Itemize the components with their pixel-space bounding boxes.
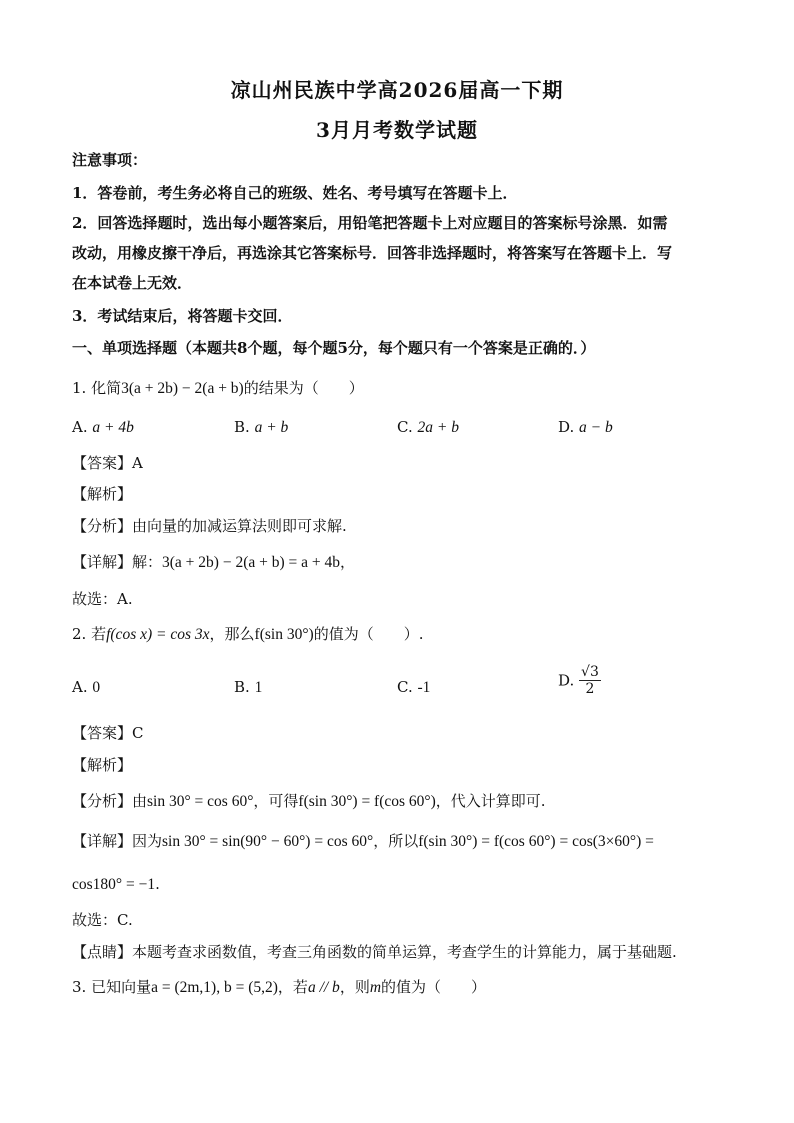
q1-choose: 故选：A. <box>72 590 133 608</box>
q2-xiangjie-continued: cos180° = −1. <box>72 875 160 893</box>
q2-answer: 【答案】C <box>72 724 144 742</box>
q1-xiangjie-expression: 3(a + 2b) − 2(a + b) = a + 4b <box>162 554 341 571</box>
q2-option-d: D. $\frac{√3}{2}$ <box>558 664 599 697</box>
notes-heading: 注意事项： <box>72 151 148 169</box>
q2-stem: 2. 若f(cos x) = cos 3x，那么f(sin 30°)的值为（ ）. <box>72 625 424 643</box>
q2-analysis-label: 【解析】 <box>72 756 133 774</box>
q2-expression-1: f(cos x) = cos 3x <box>106 626 210 643</box>
q3-stem: 3. 已知向量a = (2m,1), b = (5,2)，若a // b，则m的值为（ ） <box>72 978 487 996</box>
q1-analysis-label: 【解析】 <box>72 485 133 503</box>
q2-option-d-fraction: $\frac{√3}{2}$ <box>581 664 599 697</box>
q1-expression: 3(a + 2b) − 2(a + b) <box>121 380 244 397</box>
notes-item-3: 3．考试结束后，将答题卡交回． <box>72 307 293 325</box>
q2-option-c: C. -1 <box>397 678 431 696</box>
q1-fenxi: 【分析】由向量的加减运算法则即可求解. <box>72 517 347 535</box>
q1-prefix: 1. 化简 <box>72 379 122 397</box>
q2-expression-2: f(sin 30°) <box>254 626 314 643</box>
q2-option-a: A. 0 <box>72 678 101 696</box>
q2-fenxi: 【分析】由sin 30° = cos 60°，可得f(sin 30°) = f(cos 60°)，代入计算即可. <box>72 792 546 810</box>
notes-item-2a: 2．回答选择题时，选出每小题答案后，用铅笔把答题卡上对应题目的答案标号涂黑．如需 <box>72 214 668 232</box>
q2-choose: 故选：C. <box>72 911 133 929</box>
q1-suffix: 的结果为（ ） <box>243 379 364 397</box>
q3-expression-1: a = (2m,1), b = (5,2) <box>151 979 278 996</box>
exam-title-line1: 凉山州民族中学高2026届高一下期 <box>230 78 564 102</box>
notes-item-2c: 在本试卷上无效． <box>72 274 193 292</box>
q1-option-a: A. a + 4b <box>72 418 134 436</box>
exam-title-line2: 3月月考数学试题 <box>316 118 478 142</box>
q3-expression-2: a // b <box>307 979 340 996</box>
q1-option-b: B. a + b <box>234 418 289 436</box>
q1-answer: 【答案】A <box>72 454 143 472</box>
q1-stem <box>72 378 722 399</box>
q1-option-c: C. 2a + b <box>397 418 459 436</box>
notes-item-1: 1．答卷前，考生务必将自己的班级、姓名、考号填写在答题卡上． <box>72 184 518 202</box>
section-heading: 一、单项选择题（本题共8个题，每个题5分，每个题只有一个答案是正确的．） <box>72 339 596 357</box>
q1-option-d: D. a − b <box>558 418 613 436</box>
q1-xiangjie: 【详解】解：3(a + 2b) − 2(a + b) = a + 4b， <box>72 553 356 571</box>
q2-xiangjie: 【详解】因为sin 30° = sin(90° − 60°) = cos 60°，所以f(sin 30°) = f(cos 60°) = cos(3×60°) = <box>72 832 654 850</box>
q2-dianjing: 【点睛】本题考查求函数值，考查三角函数的简单运算，考查学生的计算能力，属于基础题. <box>72 943 677 961</box>
q2-option-b: B. 1 <box>234 678 263 696</box>
notes-item-2b: 改动，用橡皮擦干净后，再选涂其它答案标号．回答非选择题时，将答案写在答题卡上．写 <box>72 244 673 262</box>
